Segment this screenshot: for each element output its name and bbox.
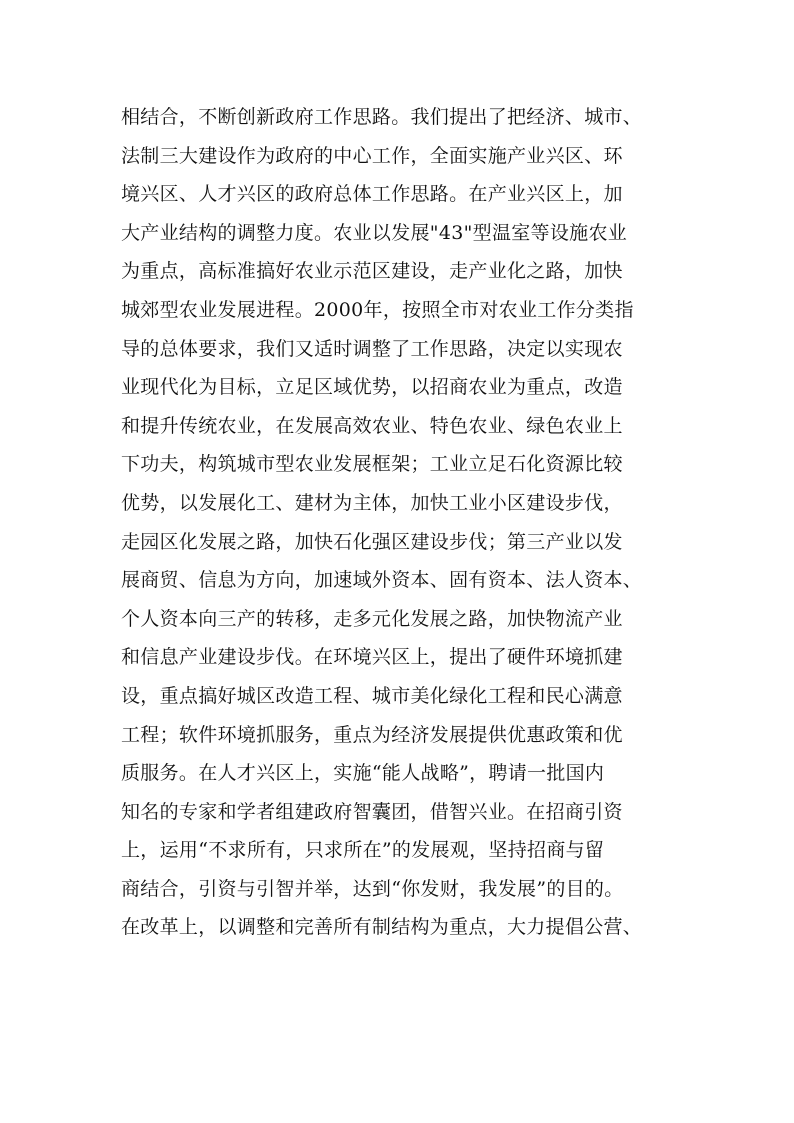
text-line: 境兴区、人才兴区的政府总体工作思路。在产业兴区上，加 bbox=[121, 183, 623, 206]
text-line: 业现代化为目标，立足区域优势，以招商农业为重点，改造 bbox=[121, 376, 623, 399]
text-line: 和信息产业建设步伐。在环境兴区上，提出了硬件环境抓建 bbox=[121, 646, 623, 669]
text-line: 设，重点搞好城区改造工程、城市美化绿化工程和民心满意 bbox=[121, 684, 623, 707]
text-line: 工程；软件环境抓服务，重点为经济发展提供优惠政策和优 bbox=[121, 723, 623, 746]
text-line: 走园区化发展之路，加快石化强区建设步伐；第三产业以发 bbox=[121, 530, 623, 553]
text-line: 导的总体要求，我们又适时调整了工作思路，决定以实现农 bbox=[121, 337, 623, 360]
text-line: 城郊型农业发展进程。2000年，按照全市对农业工作分类指 bbox=[121, 298, 634, 321]
text-line: 个人资本向三产的转移，走多元化发展之路，加快物流产业 bbox=[121, 607, 623, 630]
body-paragraph bbox=[121, 98, 681, 947]
text-line: 相结合，不断创新政府工作思路。我们提出了把经济、城市、 bbox=[121, 106, 643, 128]
text-line: 大产业结构的调整力度。农业以发展"43"型温室等设施农业 bbox=[121, 221, 628, 244]
text-line: 展商贸、信息为方向，加速域外资本、固有资本、法人资本、 bbox=[121, 569, 643, 592]
text-line: 为重点，高标准搞好农业示范区建设，走产业化之路，加快 bbox=[121, 260, 623, 283]
text-line: 法制三大建设作为政府的中心工作，全面实施产业兴区、环 bbox=[121, 144, 623, 167]
text-line: 质服务。在人才兴区上，实施“能人战略”，聘请一批国内 bbox=[121, 762, 605, 785]
text-line: 在改革上，以调整和完善所有制结构为重点，大力提倡公营、 bbox=[121, 916, 643, 939]
text-line: 商结合，引资与引智并举，达到“你发财，我发展”的目的。 bbox=[121, 877, 624, 900]
text-line: 下功夫，构筑城市型农业发展框架；工业立足石化资源比较 bbox=[121, 453, 623, 476]
text-line: 上，运用“不求所有，只求所在”的发展观，坚持招商与留 bbox=[121, 839, 605, 862]
text-line: 知名的专家和学者组建政府智囊团，借智兴业。在招商引资 bbox=[121, 800, 623, 823]
text-line: 和提升传统农业，在发展高效农业、特色农业、绿色农业上 bbox=[121, 414, 623, 437]
text-line: 优势，以发展化工、建材为主体，加快工业小区建设步伐， bbox=[121, 491, 623, 514]
